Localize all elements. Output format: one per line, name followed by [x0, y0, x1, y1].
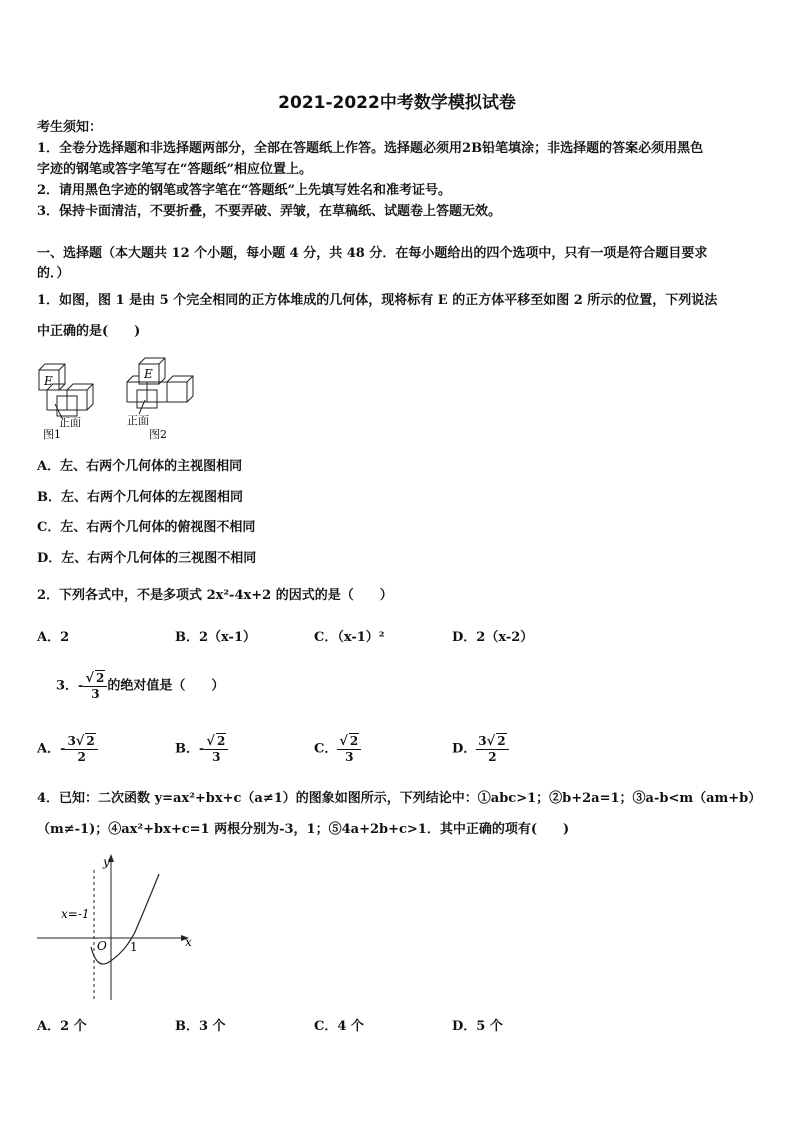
page-title: 2021-2022中考数学模拟试卷 — [278, 93, 516, 113]
root-label: 1 — [130, 940, 138, 954]
q4-option-d: D．5 个 — [452, 1019, 503, 1034]
q1-option-b: B．左、右两个几何体的左视图相同 — [37, 490, 243, 505]
q3-option-d: D． $\frac{3√ 2}{2}$ — [452, 733, 509, 765]
figure1-cubes — [39, 364, 93, 416]
q2-option-d: D．2（x-2） — [452, 630, 534, 645]
q4-option-b: B．3 个 — [175, 1019, 226, 1034]
q4-graph — [35, 852, 200, 1002]
sqrt-symbol: √ — [486, 734, 496, 749]
q3-option-b: B．- $\frac{√ 2}{3}$ — [175, 733, 228, 765]
sqrt-symbol: √ — [339, 734, 348, 749]
sqrt-symbol: √ — [85, 671, 94, 686]
sqrt-symbol: √ — [206, 734, 215, 749]
figure2-cube-label: E — [144, 367, 153, 381]
y-axis-label: y — [103, 855, 110, 869]
figure1-cube-label: E — [44, 374, 53, 388]
notice-item-3: 3．保持卡面清洁，不要折叠，不要弄破、弄皱，在草稿纸、试题卷上答题无效。 — [37, 204, 502, 219]
sqrt-symbol: √ — [75, 734, 85, 749]
q4-option-a: A．2 个 — [37, 1019, 87, 1034]
notice-heading: 考生须知： — [37, 120, 103, 135]
q3-radicand: 2 — [96, 671, 105, 685]
q3-prefix: 3．- — [56, 678, 84, 694]
notice-item-1: 1．全卷分选择题和非选择题两部分，全部在答题纸上作答。选择题必须用2B铅笔填涂；非选择题的答案必须用黑色 — [37, 141, 704, 156]
x-axis-label: x — [185, 935, 192, 949]
q1-option-c: C．左、右两个几何体的俯视图不相同 — [37, 520, 256, 535]
q1-stem-cont: 中正确的是( ) — [37, 324, 141, 339]
notice-item-1-cont: 字迹的钢笔或答字笔写在“答题纸”相应位置上。 — [37, 162, 312, 177]
origin-label: O — [97, 939, 107, 953]
q4-stem-cont: （m≠-1)；④ax²+bx+c=1 两根分别为-3，1；⑤4a+2b+c>1．其中正确的项有( ) — [37, 822, 570, 837]
section-heading-cont: 的．） — [37, 266, 70, 281]
q3-suffix: 的绝对值是（ ） — [107, 678, 225, 694]
q1-option-d: D．左、右两个几何体的三视图不相同 — [37, 551, 257, 566]
figure2-front-label: 正面 — [127, 414, 149, 427]
q4-option-c: C．4 个 — [314, 1019, 364, 1034]
notice-item-2: 2．请用黑色字迹的钢笔或答字笔在“答题纸”上先填写姓名和准考证号。 — [37, 183, 452, 198]
q4-stem: 4．已知：二次函数 y=ax²+bx+c（a≠1）的图象如图所示，下列结论中：①abc>1；②b+2a=1；③a-b<m（am+b） — [37, 791, 762, 806]
figure2-caption: 图2 — [149, 428, 167, 440]
q1-stem: 1．如图，图 1 是由 5 个完全相同的正方体堆成的几何体，现将标有 E 的正方体平移至如图 2 所示的位置，下列说法 — [37, 293, 718, 308]
q3-stem — [56, 670, 224, 702]
q3-fraction — [83, 670, 107, 702]
q3-option-c: C． $\frac{√ 2}{3}$ — [314, 733, 361, 765]
symmetry-line-label: x=-1 — [61, 907, 90, 921]
section-heading: 一、选择题（本大题共 12 个小题，每小题 4 分，共 48 分．在每小题给出的四个选项中，只有一项是符合题目要求 — [37, 246, 708, 261]
figure2-cubes — [127, 358, 193, 408]
q3-option-a: A．- $\frac{3√ 2}{2}$ — [37, 733, 98, 765]
q3-denominator: 3 — [91, 687, 100, 701]
q2-option-b: B．2（x-1） — [175, 630, 256, 645]
figure1-caption: 图1 — [43, 428, 61, 440]
figure1-front-label: 正面 — [59, 416, 81, 429]
q2-stem: 2．下列各式中，不是多项式 2x²-4x+2 的因式的是（ ） — [37, 588, 393, 603]
q1-option-a: A．左、右两个几何体的主视图相同 — [37, 459, 243, 474]
q2-option-c: C．（x-1）² — [314, 630, 385, 645]
q2-option-a: A．2 — [37, 630, 70, 645]
q1-figure — [35, 352, 195, 440]
